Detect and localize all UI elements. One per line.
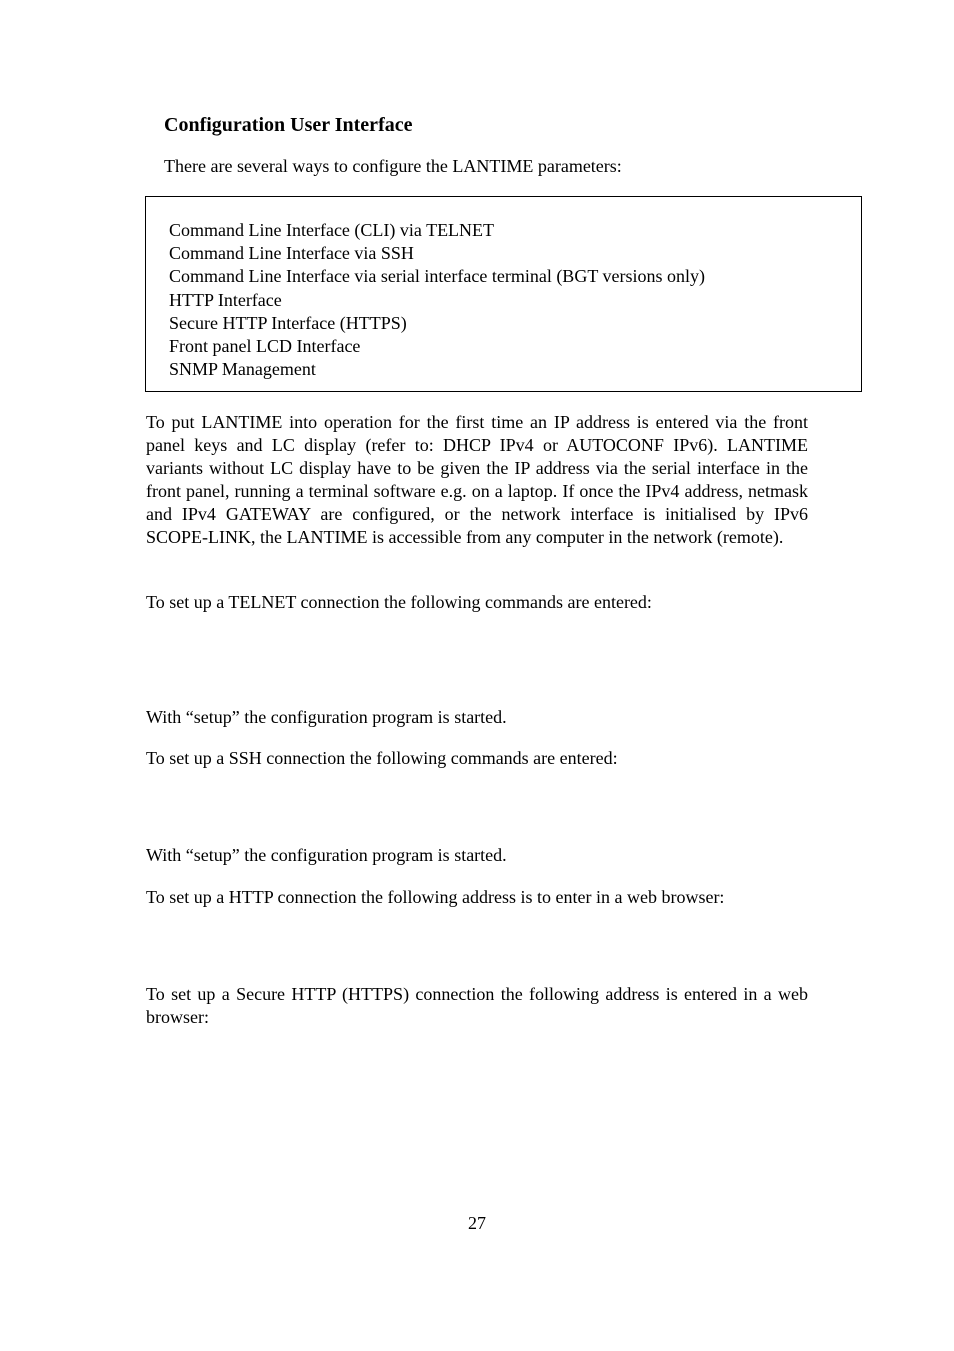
option-snmp: SNMP Management (169, 359, 316, 380)
option-cli-telnet: Command Line Interface (CLI) via TELNET (169, 220, 495, 240)
intro-paragraph: There are several ways to configure the LANTIME parameters: (164, 156, 622, 176)
option-cli-ssh: Command Line Interface via SSH (169, 243, 414, 264)
operation-paragraph: To put LANTIME into operation for the first time an IP address is entered via the front panel keys and LC display (refer to: DHCP IPv4 or AUTOCONF IPv6). LANTIME variants without LC display have to be given the IP address via the serial interface in the front panel, running a terminal software e.g. on a laptop. If once the IPv4 address, netmask and IPv4 GATEWAY are configured, or the network interface is initialised by IPv6 SCOPE-LINK, the LANTIME is accessible from any computer in the network (remote). (146, 412, 808, 547)
telnet-paragraph: To set up a TELNET connection the following commands are entered: (146, 592, 652, 612)
ssh-paragraph: To set up a SSH connection the following commands are entered: (146, 748, 618, 768)
section-heading: Configuration User Interface (164, 114, 413, 136)
https-paragraph: To set up a Secure HTTP (HTTPS) connection the following address is entered in a web browser: (146, 984, 808, 1027)
option-https: Secure HTTP Interface (HTTPS) (169, 312, 407, 333)
http-paragraph: To set up a HTTP connection the following address is to enter in a web browser: (146, 887, 725, 907)
option-cli-serial: Command Line Interface via serial interface terminal (BGT versions only) (169, 266, 705, 287)
page-number: 27 (468, 1213, 486, 1233)
config-options-list (169, 219, 705, 381)
option-http: HTTP Interface (169, 289, 282, 310)
config-options-box (145, 196, 862, 392)
option-lcd: Front panel LCD Interface (169, 336, 361, 357)
telnet-setup-paragraph: With “setup” the configuration program is started. (146, 707, 507, 727)
ssh-setup-paragraph: With “setup” the configuration program is started. (146, 845, 507, 865)
